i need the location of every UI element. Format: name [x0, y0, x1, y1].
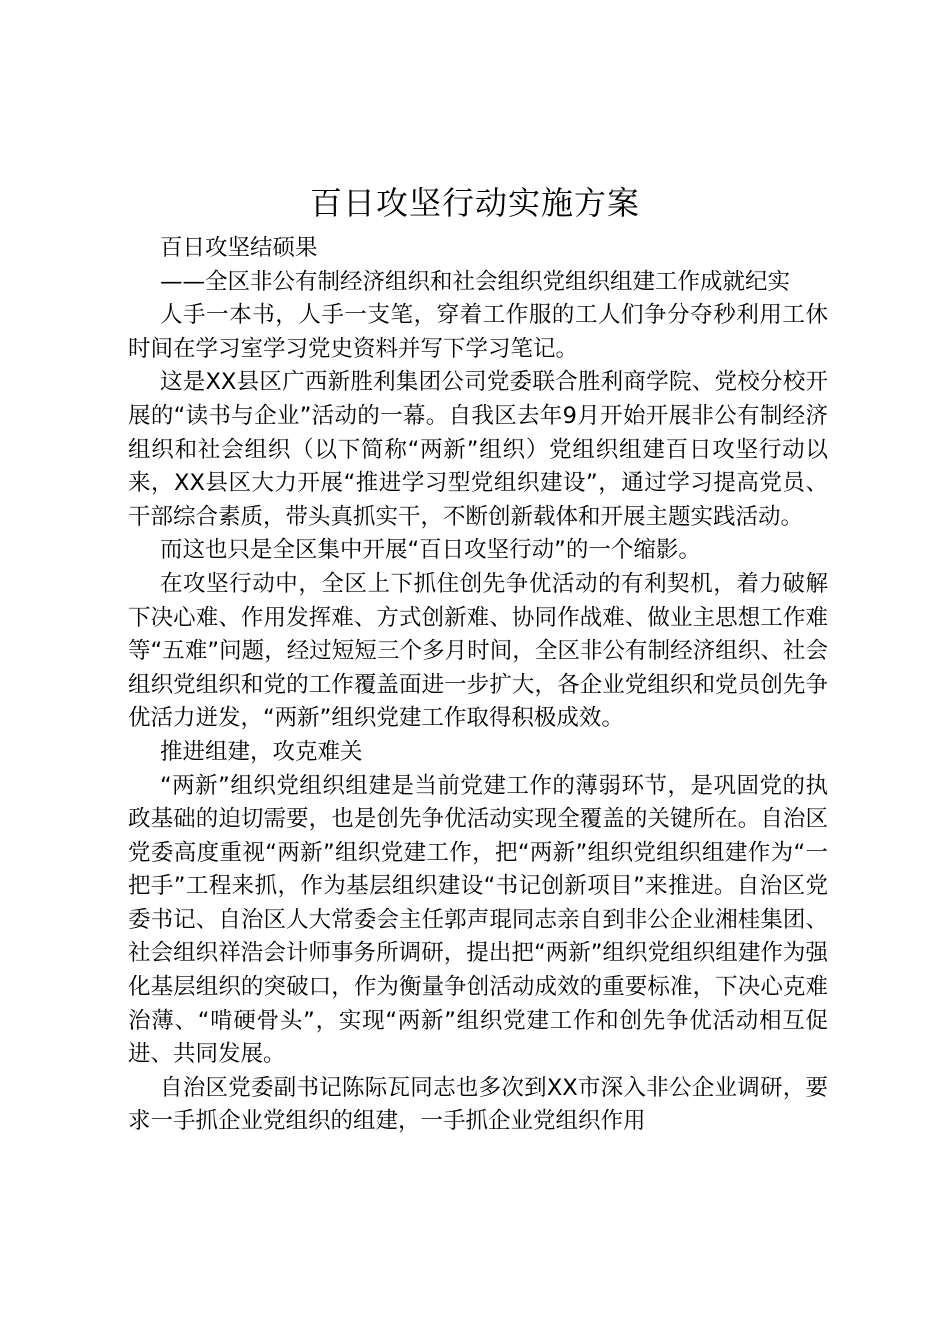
section-heading: 推进组建，攻克难关: [160, 738, 363, 765]
document-title: 百日攻坚行动实施方案: [309, 184, 640, 222]
body-paragraph: 在攻坚行动中，全区上下抓住创先争优活动的有利契机，着力破解下决心难、作用发挥难、方式创新难、协同作战难、做业主思想工作难等“五难”问题，经过短短三个多月时间，全区非公有制经济组织、社会组织党组织和党的工作覆盖面进一步扩大，各企业党组织和党员创先争优活力迸发，“两新”组织党建工作取得积极成效。: [128, 570, 828, 732]
body-paragraph: “两新”组织党组织组建是当前党建工作的薄弱环节，是巩固党的执政基础的迫切需要，也是创先争优活动实现全覆盖的关键所在。自治区党委高度重视“两新”组织党建工作，把“两新”组织党组织组建作为“一把手”工程来抓，作为基层组织建设“书记创新项目”来推进。自治区党委书记、自治区人大常委会主任郭声琨同志亲自到非公企业湘桂集团、社会组织祥浩会计师事务所调研，提出把“两新”组织党组织组建作为强化基层组织的突破口，作为衡量争创活动成效的重要标准，下决心克难治薄、“啃硬骨头”，实现“两新”组织党建工作和创先争优活动相互促进、共同发展。: [128, 772, 828, 1068]
body-paragraph: 而这也只是全区集中开展“百日攻坚行动”的一个缩影。: [160, 537, 701, 564]
document-body: [128, 232, 828, 1139]
body-paragraph: 这是XX县区广西新胜利集团公司党委联合胜利商学院、党校分校开展的“读书与企业”活动的一幕。自我区去年9月开始开展非公有制经济组织和社会组织（以下简称“两新”组织）党组织组建百日攻坚行动以来，XX县区大力开展“推进学习型党组织建设”，通过学习提高党员、干部综合素质，带头真抓实干，不断创新载体和开展主题实践活动。: [128, 369, 828, 530]
subtitle-dash-paragraph: ——全区非公有制经济组织和社会组织党组织组建工作成就纪实: [160, 268, 791, 295]
subtitle-paragraph: 百日攻坚结硕果: [160, 235, 318, 261]
body-paragraph: 自治区党委副书记陈际瓦同志也多次到XX市深入非公企业调研，要求一手抓企业党组织的组建，一手抓企业党组织作用: [128, 1074, 828, 1135]
body-paragraph: 人手一本书，人手一支笔，穿着工作服的工人们争分夺秒利用工休时间在学习室学习党史资料并写下学习笔记。: [128, 302, 828, 362]
